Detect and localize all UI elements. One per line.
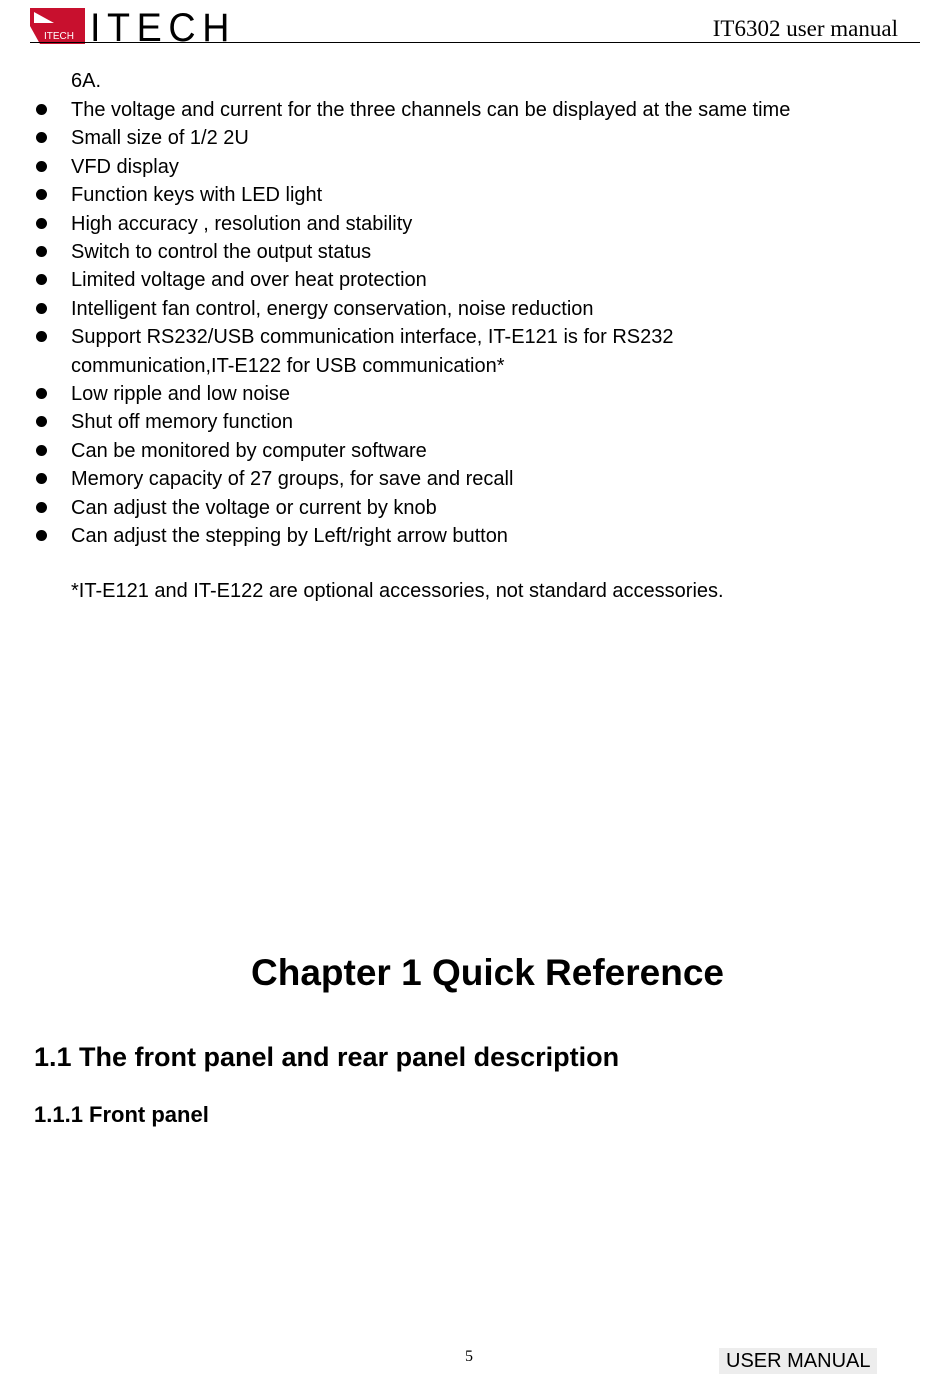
list-item bbox=[36, 408, 916, 436]
list-item-text: Switch to control the output status bbox=[71, 241, 372, 264]
bullet-icon bbox=[36, 189, 47, 200]
list-item bbox=[36, 295, 916, 323]
bullet-icon bbox=[36, 104, 47, 115]
list-item bbox=[36, 266, 916, 294]
list-item-text: VFD display bbox=[71, 155, 179, 178]
list-item bbox=[36, 181, 916, 209]
list-item-text: Low ripple and low noise bbox=[71, 383, 291, 406]
list-item-text: Small size of 1/2 2U bbox=[71, 127, 249, 150]
list-item-text: Memory capacity of 27 groups, for save and recall bbox=[71, 468, 514, 491]
list-item bbox=[36, 238, 916, 266]
list-item bbox=[36, 153, 916, 181]
header-title: IT6302 user manual bbox=[712, 16, 898, 41]
list-item bbox=[36, 96, 916, 124]
svg-text:ITECH: ITECH bbox=[44, 31, 74, 42]
bullet-icon bbox=[36, 218, 47, 229]
list-item-text: Intelligent fan control, energy conservation, noise reduction bbox=[71, 297, 594, 320]
list-item-text: Can adjust the voltage or current by knob bbox=[71, 496, 437, 519]
list-item bbox=[36, 494, 916, 522]
list-item-text: Support RS232/USB communication interface, IT-E121 is for RS232 bbox=[71, 326, 674, 349]
list-item-text: High accuracy , resolution and stability bbox=[71, 212, 413, 235]
bullet-icon bbox=[36, 416, 47, 427]
list-item-continuation bbox=[36, 352, 916, 380]
list-item bbox=[36, 380, 916, 408]
bullet-icon bbox=[36, 530, 47, 541]
bullet-icon bbox=[36, 274, 47, 285]
feature-list bbox=[36, 96, 916, 551]
bullet-icon bbox=[36, 502, 47, 513]
list-item bbox=[36, 323, 916, 351]
bullet-icon bbox=[36, 303, 47, 314]
bullet-icon bbox=[36, 246, 47, 257]
bullet-icon bbox=[36, 445, 47, 456]
list-item bbox=[36, 465, 916, 493]
itech-logo bbox=[30, 8, 240, 44]
header-rule bbox=[30, 42, 920, 43]
list-item bbox=[36, 124, 916, 152]
list-item-text: The voltage and current for the three channels can be displayed at the same time bbox=[71, 99, 791, 121]
chapter-title: Chapter 1 Quick Reference bbox=[251, 952, 724, 993]
svg-text:ITECH: ITECH bbox=[90, 8, 236, 44]
subsection-title: 1.1.1 Front panel bbox=[34, 1102, 209, 1127]
bullet-icon bbox=[36, 161, 47, 172]
page-number: 5 bbox=[465, 1348, 473, 1365]
page-header bbox=[30, 0, 920, 46]
bullet-icon bbox=[36, 132, 47, 143]
list-item bbox=[36, 210, 916, 238]
bullet-icon bbox=[36, 473, 47, 484]
list-item bbox=[36, 437, 916, 465]
continued-text: 6A. bbox=[71, 70, 102, 92]
list-item-text: Function keys with LED light bbox=[71, 184, 323, 207]
section-title: 1.1 The front panel and rear panel description bbox=[34, 1042, 620, 1072]
footer-label: USER MANUAL bbox=[719, 1348, 877, 1374]
list-item-text: Shut off memory function bbox=[71, 411, 293, 434]
list-item-text: communication,IT-E122 for USB communication* bbox=[71, 354, 505, 377]
accessory-note: *IT-E121 and IT-E122 are optional accessories, not standard accessories. bbox=[71, 580, 724, 602]
list-item bbox=[36, 522, 916, 550]
list-item-text: Can adjust the stepping by Left/right arrow button bbox=[71, 525, 508, 548]
list-item-text: Limited voltage and over heat protection bbox=[71, 269, 427, 292]
list-item-text: Can be monitored by computer software bbox=[71, 439, 427, 462]
bullet-icon bbox=[36, 388, 47, 399]
bullet-icon bbox=[36, 331, 47, 342]
